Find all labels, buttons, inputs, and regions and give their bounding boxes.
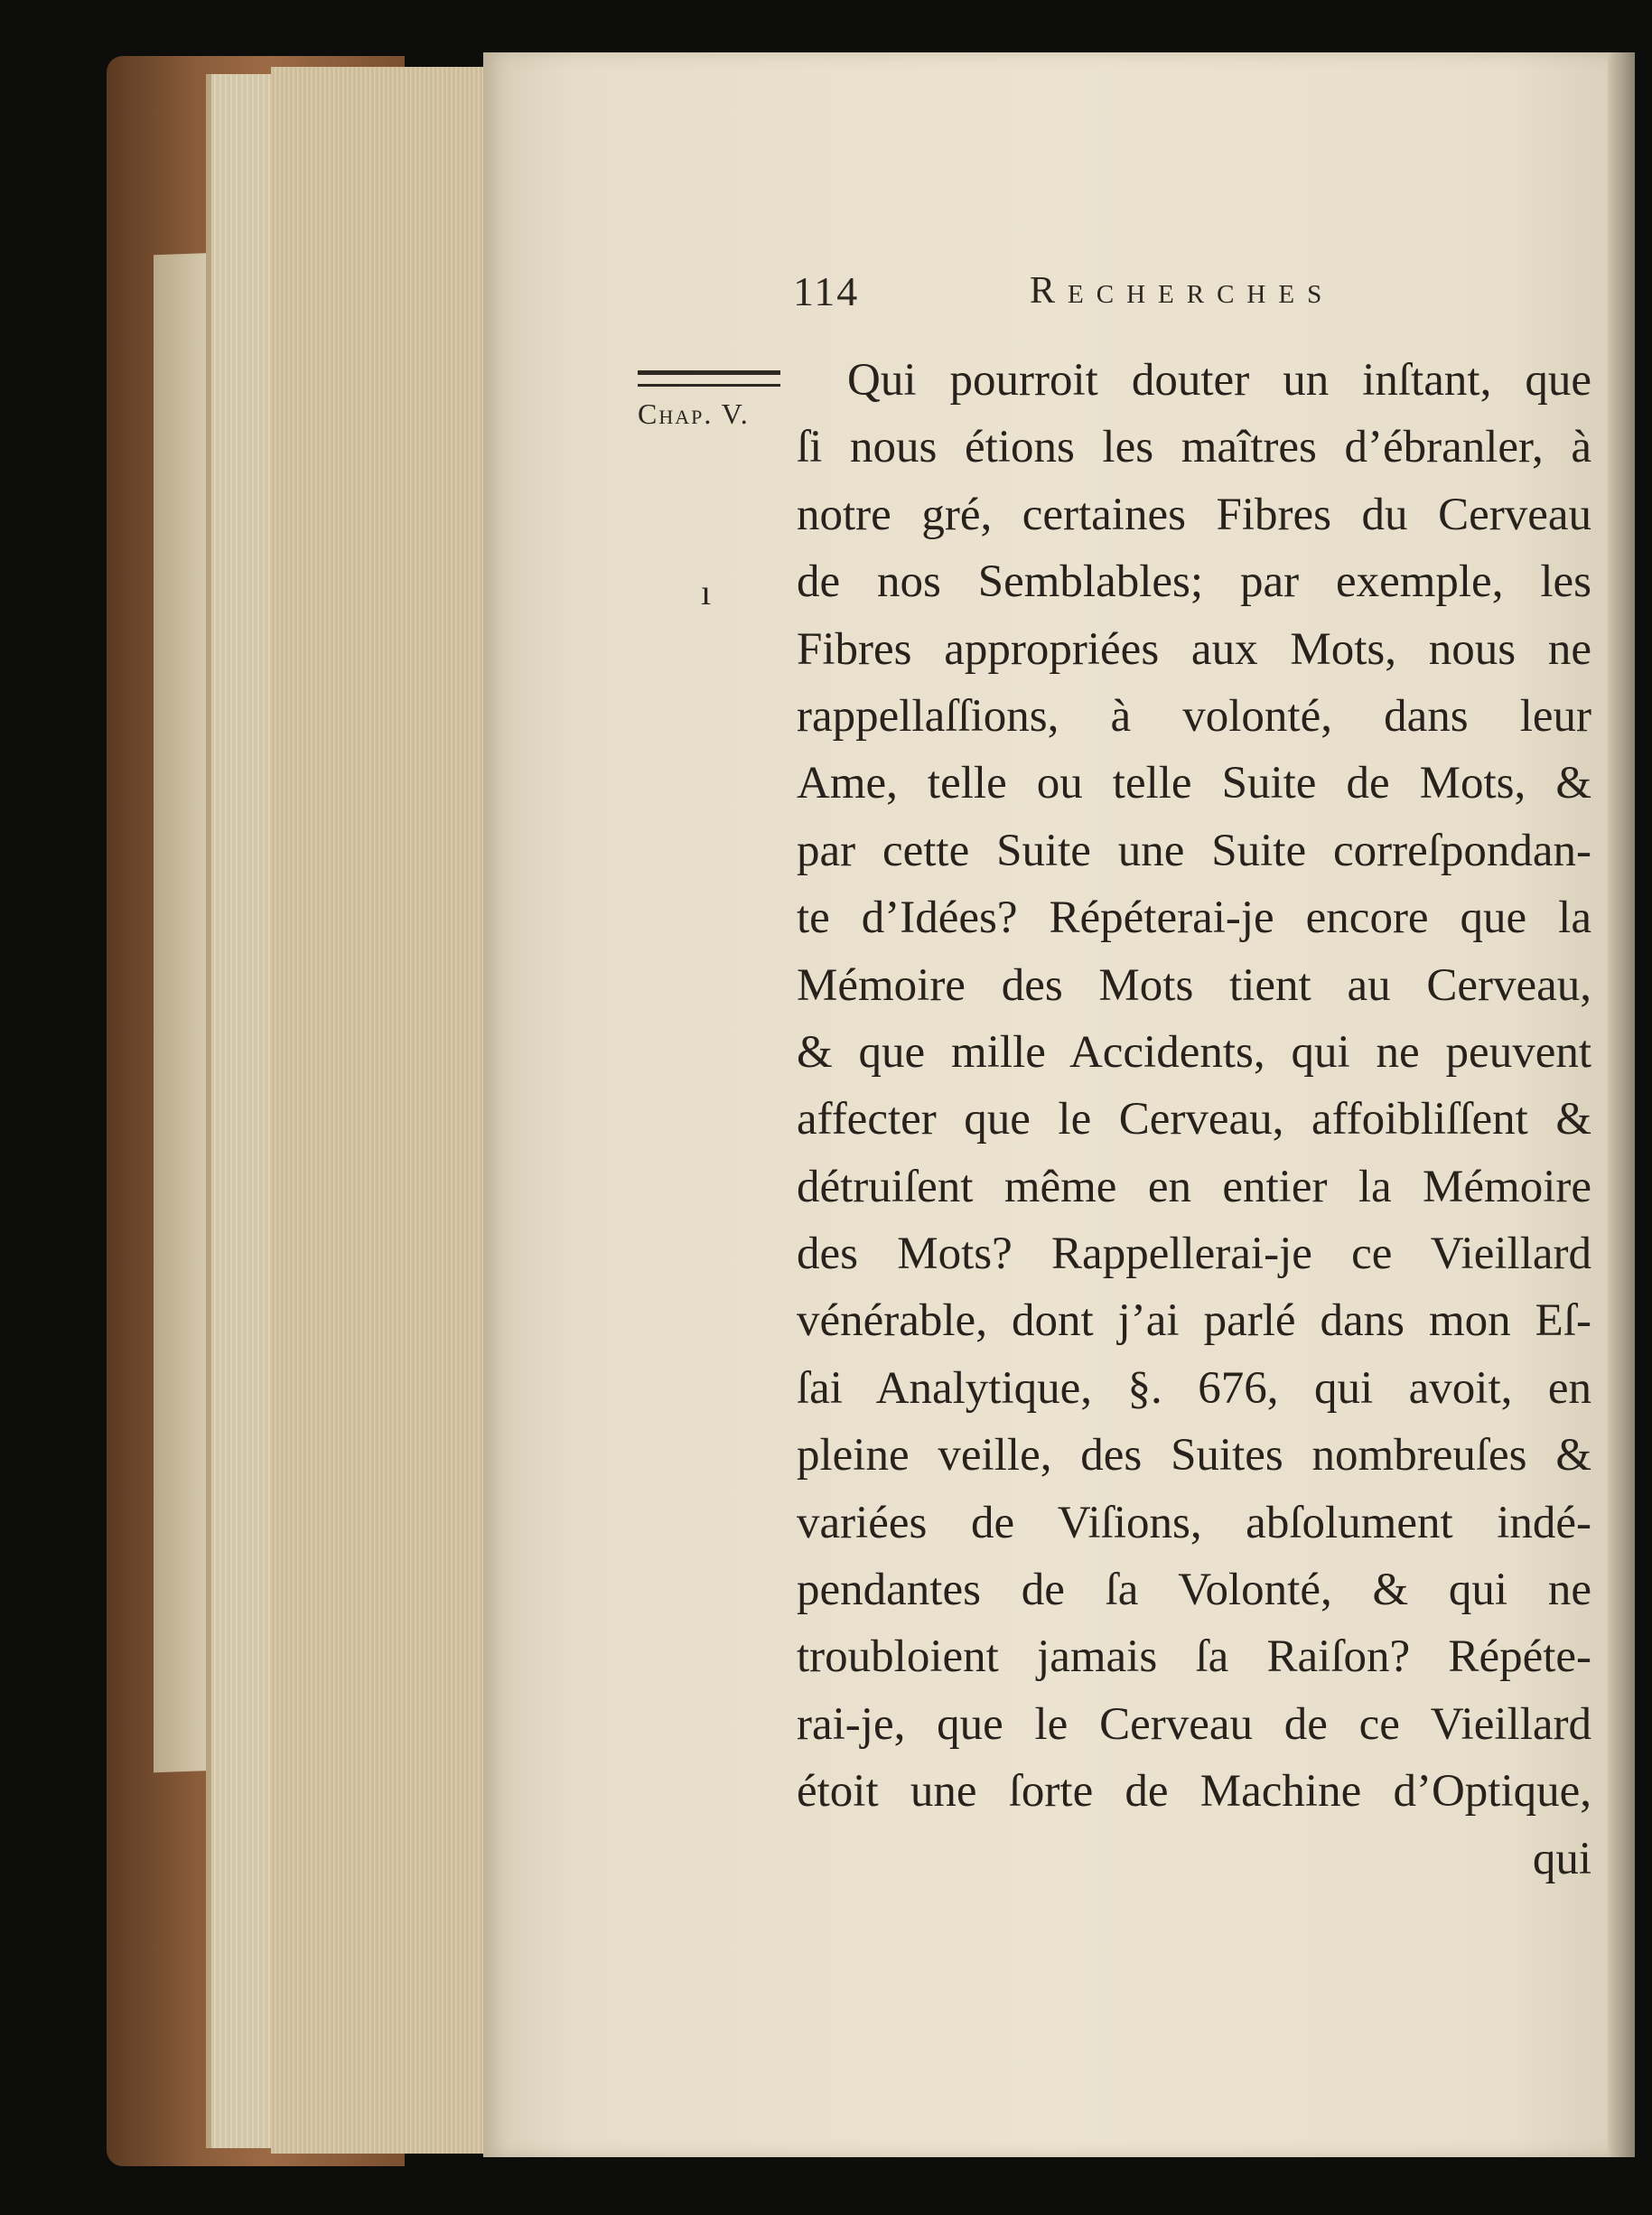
text-line: des Mots? Rappellerai-je ce Vieillard [797, 1229, 1591, 1280]
text-line: de nos Semblables; par exemple, les [797, 556, 1591, 608]
text-line: te d’Idées? Répéterai-je encore que la [797, 893, 1591, 944]
text-line: Qui pourroit douter un inſtant, que [847, 355, 1591, 406]
running-title: Recherches [1030, 270, 1335, 312]
catchword: qui [1532, 1833, 1591, 1884]
page-gutter-shadow [1608, 52, 1635, 2157]
text-line: notre gré, certaines Fibres du Cerveau [797, 489, 1591, 540]
text-line: troubloient jamais ſa Raiſon? Répéte- [797, 1631, 1591, 1683]
text-line: étoit une ſorte de Machine d’Optique, [797, 1766, 1591, 1818]
text-line: & que mille Accidents, qui ne peuvent [797, 1026, 1591, 1078]
text-line: par cette Suite une Suite correſpondan- [797, 825, 1591, 876]
text-line: rappellaſſions, à volonté, dans leur [797, 690, 1591, 742]
text-line: variées de Viſions, abſolument indé- [797, 1497, 1591, 1548]
text-line: rai-je, que le Cerveau de ce Vieillard [797, 1698, 1591, 1750]
page-number: 114 [793, 268, 860, 314]
text-line: ſai Analytique, §. 676, qui avoit, en [797, 1362, 1591, 1414]
text-line: Mémoire des Mots tient au Cerveau, [797, 959, 1591, 1011]
chapter-marginal-note: Chap. V. [638, 397, 750, 430]
ink-mark: ı [701, 572, 712, 612]
text-line: Fibres appropriées aux Mots, nous ne [797, 623, 1591, 675]
text-line: pleine veille, des Suites nombreuſes & [797, 1430, 1591, 1481]
text-line: vénérable, dont j’ai parlé dans mon Eſ- [797, 1295, 1591, 1347]
text-line: ſi nous étions les maîtres d’ébranler, à [797, 422, 1591, 473]
body-text [797, 347, 1591, 1893]
text-line: détruiſent même en entier la Mémoire [797, 1161, 1591, 1212]
text-line: Ame, telle ou telle Suite de Mots, & [797, 758, 1591, 809]
text-line: pendantes de ſa Volonté, & qui ne [797, 1565, 1591, 1616]
page-block-inner-edges [271, 67, 497, 2154]
chapter-rule [638, 370, 780, 387]
text-line: affecter que le Cerveau, affoibliſſent & [797, 1094, 1591, 1145]
